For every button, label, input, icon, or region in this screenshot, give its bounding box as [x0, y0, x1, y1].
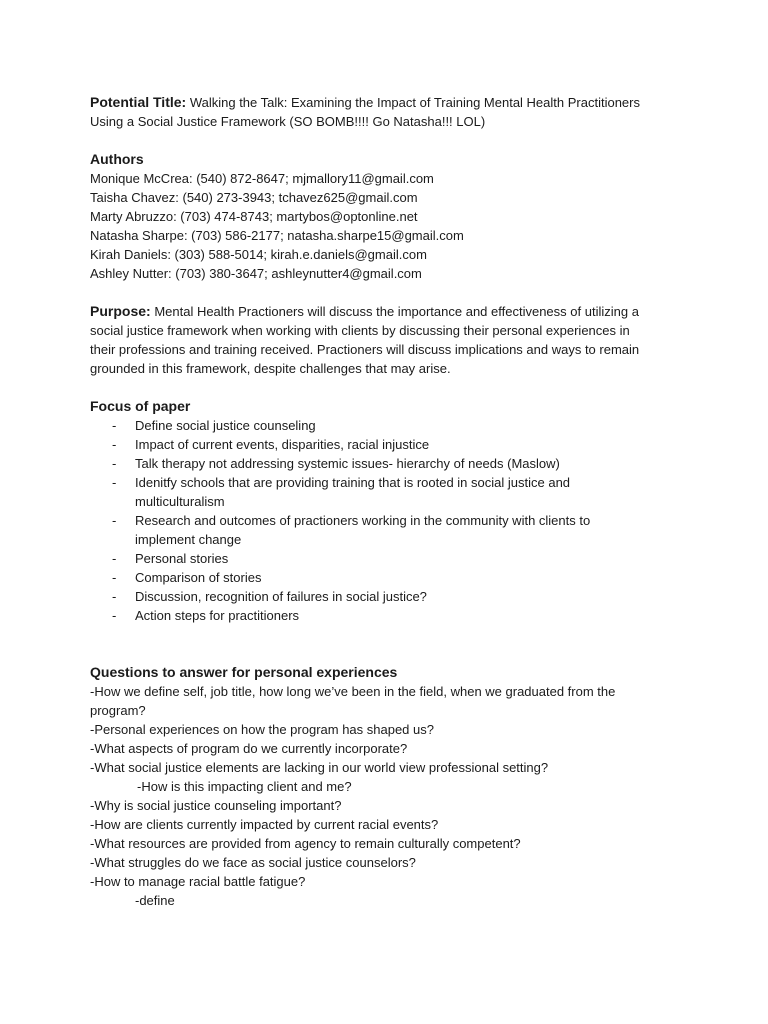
title-text-line2: Using a Social Justice Framework (SO BOMB!!!! Go Natasha!!! LOL)	[90, 114, 486, 129]
bullet-dash: -	[112, 589, 117, 604]
list-item: - Impact of current events, disparities, racial injustice	[112, 437, 430, 452]
bullet-dash: -	[112, 437, 117, 452]
question-line: -How are clients currently impacted by current racial events?	[90, 817, 439, 832]
author-line: Natasha Sharpe: (703) 586-2177; natasha.sharpe15@gmail.com	[90, 228, 464, 243]
list-item-continuation: multiculturalism	[135, 494, 225, 509]
question-line: -What social justice elements are lacking in our world view professional setting?	[90, 760, 549, 775]
question-line: program?	[90, 703, 146, 718]
list-item: - Define social justice counseling	[112, 418, 316, 433]
purpose-line: their professions and training received. Practioners will discuss implications and ways to remain	[90, 342, 640, 357]
bullet-dash: -	[112, 570, 117, 585]
question-line: -What struggles do we face as social justice counselors?	[90, 855, 416, 870]
question-line: -What resources are provided from agency to remain culturally competent?	[90, 836, 521, 851]
list-item: - Idenitfy schools that are providing training that is rooted in social justice and	[112, 475, 571, 490]
bullet-dash: -	[112, 418, 117, 433]
list-item: - Action steps for practitioners	[112, 608, 300, 623]
question-subline: -How is this impacting client and me?	[137, 779, 352, 794]
list-item: - Personal stories	[112, 551, 229, 566]
author-line: Marty Abruzzo: (703) 474-8743; martybos@optonline.net	[90, 209, 418, 224]
list-item-continuation: implement change	[135, 532, 242, 547]
purpose-line: Mental Health Practioners will discuss the importance and effectiveness of utilizing a	[154, 304, 639, 319]
focus-list	[90, 416, 690, 625]
bullet-dash: -	[112, 456, 117, 471]
bullet-dash: -	[112, 608, 117, 623]
questions-heading: Questions to answer for personal experiences	[90, 664, 398, 680]
list-item: - Talk therapy not addressing systemic issues- hierarchy of needs (Maslow)	[112, 456, 560, 471]
question-line: -Personal experiences on how the program has shaped us?	[90, 722, 434, 737]
bullet-dash: -	[112, 475, 117, 490]
list-item: - Discussion, recognition of failures in social justice?	[112, 589, 427, 604]
question-line: -How we define self, job title, how long we’ve been in the field, when we graduated from the	[90, 684, 616, 699]
question-line: -How to manage racial battle fatigue?	[90, 874, 306, 889]
author-line: Monique McCrea: (540) 872-8647; mjmallory11@gmail.com	[90, 171, 434, 186]
purpose-line: grounded in this framework, despite challenges that may arise.	[90, 361, 451, 376]
title-label: Potential Title:	[90, 94, 187, 110]
author-line: Ashley Nutter: (703) 380-3647; ashleynutter4@gmail.com	[90, 266, 422, 281]
list-item: - Comparison of stories	[112, 570, 262, 585]
purpose-section	[90, 302, 690, 378]
authors-heading: Authors	[90, 151, 144, 167]
focus-section	[90, 397, 690, 625]
questions-section	[90, 663, 690, 910]
question-subline: -define	[135, 893, 175, 908]
focus-heading: Focus of paper	[90, 398, 191, 414]
bullet-dash: -	[112, 513, 117, 528]
authors-section	[90, 150, 690, 283]
document-page	[90, 93, 690, 910]
purpose-label: Purpose:	[90, 303, 151, 319]
author-line: Taisha Chavez: (540) 273-3943; tchavez625@gmail.com	[90, 190, 418, 205]
list-item: - Research and outcomes of practioners working in the community with clients to	[112, 513, 591, 528]
title-text-line1: Walking the Talk: Examining the Impact of Training Mental Health Practitioners	[189, 95, 640, 110]
question-line: -What aspects of program do we currently incorporate?	[90, 741, 408, 756]
author-line: Kirah Daniels: (303) 588-5014; kirah.e.daniels@gmail.com	[90, 247, 427, 262]
potential-title	[90, 93, 690, 131]
bullet-dash: -	[112, 551, 117, 566]
question-line: -Why is social justice counseling important?	[90, 798, 342, 813]
purpose-line: social justice framework when working with clients by discussing their personal experiences in	[90, 323, 630, 338]
